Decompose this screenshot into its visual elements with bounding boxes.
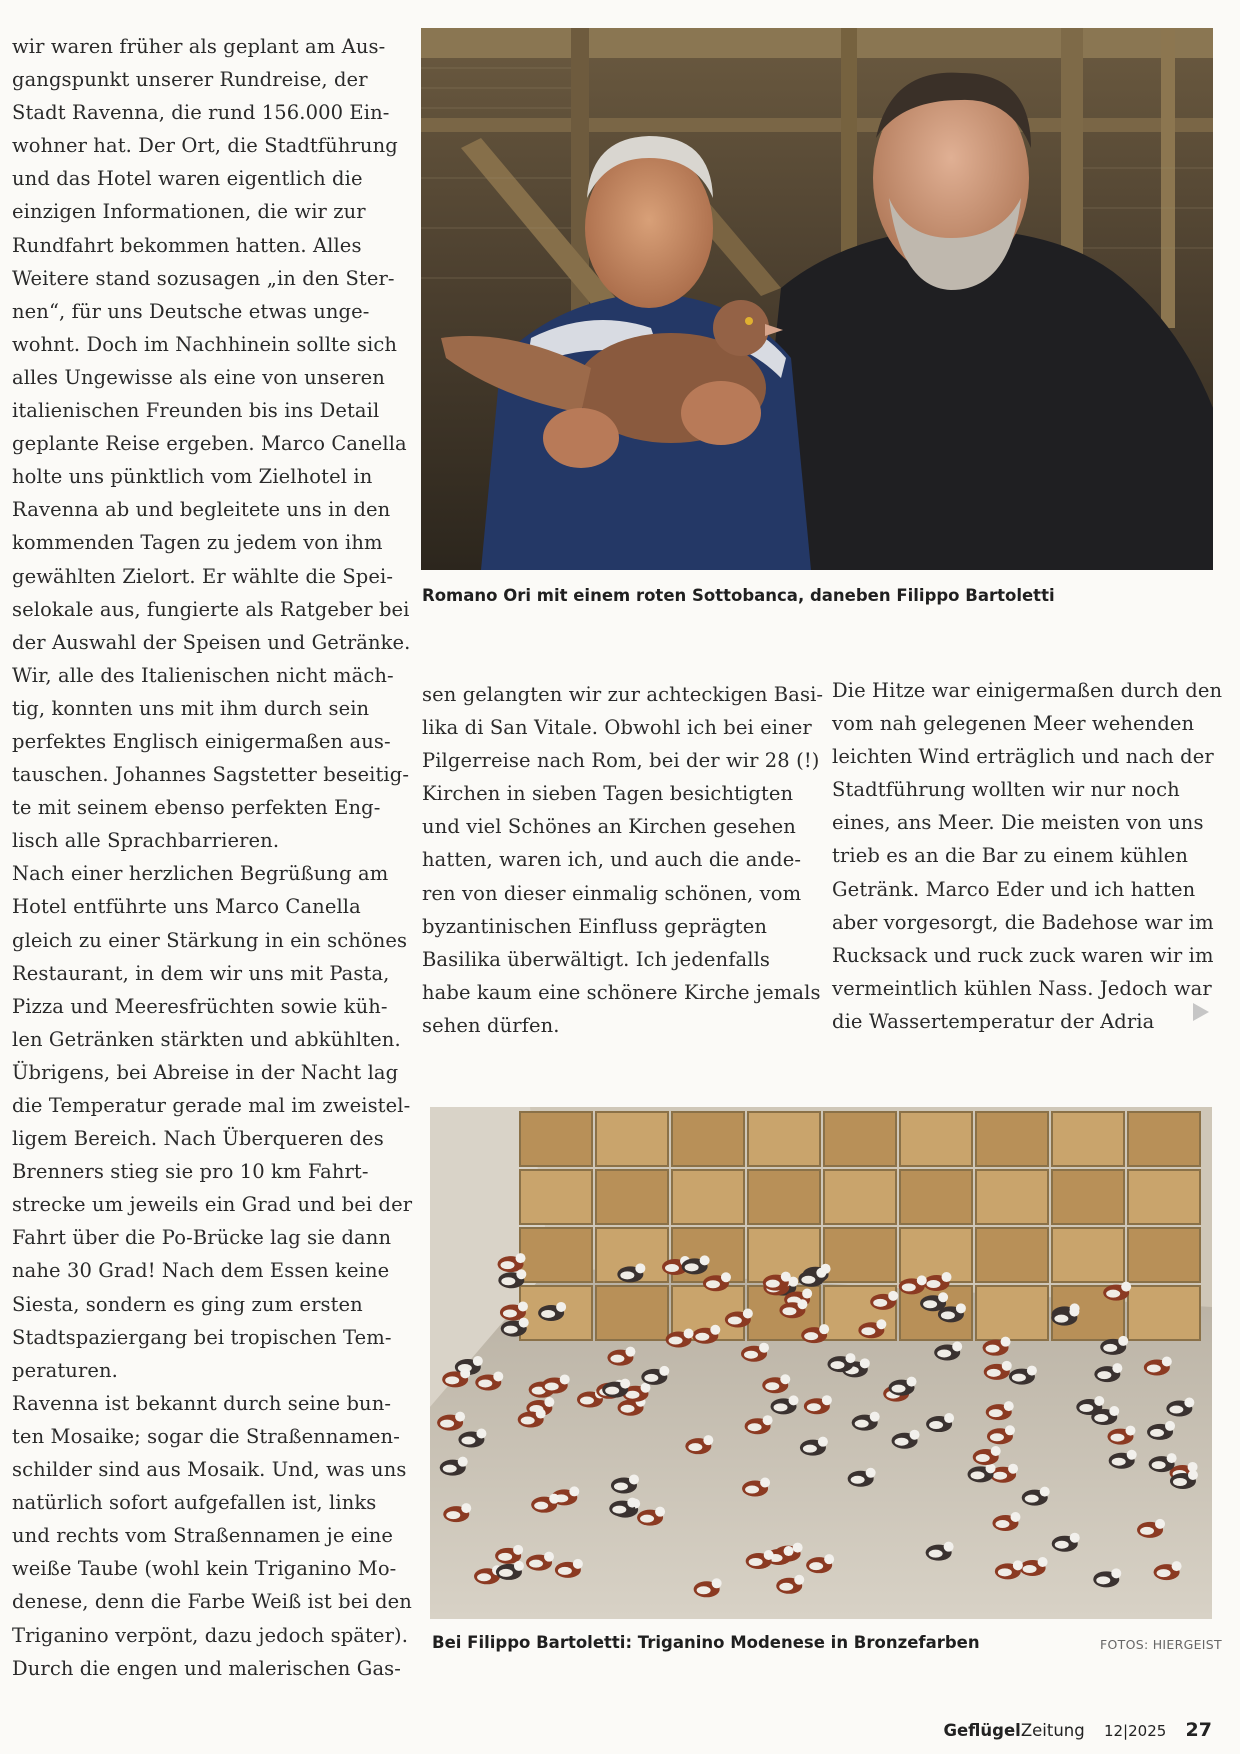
text-line: gleich zu einer Stärkung in ein schönes <box>12 928 408 952</box>
text-line: sen gelangten wir zur achteckigen Basi- <box>422 683 824 706</box>
text-line: trieb es an die Bar zu einem kühlen <box>832 844 1189 868</box>
text-line: kommenden Tagen zu jedem von ihm <box>12 531 383 555</box>
text-line: der Auswahl der Speisen und Getränke. <box>12 630 411 654</box>
text-line: alles Ungewisse als eine von unseren <box>12 365 385 389</box>
text-line: len Getränken stärkten und abkühlten. <box>12 1027 401 1051</box>
text-line: wir waren früher als geplant am Aus- <box>12 35 386 58</box>
text-line: selokale aus, fungierte als Ratgeber bei <box>12 597 410 621</box>
text-line: wohnt. Doch im Nachhinein sollte sich <box>12 332 398 356</box>
text-line: byzantinischen Einfluss geprägten <box>422 914 768 938</box>
nest-box <box>672 1228 744 1282</box>
nest-box <box>1128 1112 1200 1166</box>
text-line: Siesta, sondern es ging zum ersten <box>12 1292 363 1316</box>
text-line: Nach einer herzlichen Begrüßung am <box>12 862 389 886</box>
text-line: holte uns pünktlich vom Zielhotel in <box>12 465 373 489</box>
text-line: einzigen Informationen, die wir zur <box>12 200 366 224</box>
text-line: strecke um jeweils ein Grad und bei der <box>12 1193 413 1217</box>
text-line: leichten Wind erträglich und nach der <box>832 745 1214 769</box>
text-line: lisch alle Sprachbarrieren. <box>12 829 280 853</box>
text-line: ligem Bereich. Nach Überqueren des <box>12 1127 384 1151</box>
nest-box <box>976 1112 1048 1166</box>
text-line: nahe 30 Grad! Nach dem Essen keine <box>12 1259 390 1283</box>
photo-caption-2: Bei Filippo Bartoletti: Triganino Modenese in Bronzefarben <box>432 1633 980 1652</box>
text-line: Ravenna ist bekannt durch seine bun- <box>12 1391 392 1415</box>
text-line: habe kaum eine schönere Kirche jemals <box>422 980 821 1004</box>
text-line: vom nah gelegenen Meer wehenden <box>832 712 1195 736</box>
nest-box <box>976 1228 1048 1282</box>
page-number: 27 <box>1185 1719 1212 1741</box>
text-line: Triganino verpönt, dazu jedoch später). <box>12 1623 409 1647</box>
nest-box <box>520 1112 592 1166</box>
text-line: sehen dürfen. <box>422 1013 560 1037</box>
nest-box <box>1052 1112 1124 1166</box>
text-line: Pilgerreise nach Rom, bei der wir 28 (!) <box>422 749 820 773</box>
text-line: Kirchen in sieben Tagen besichtigten <box>422 782 794 806</box>
text-column-3 <box>832 674 1222 1038</box>
text-line: ren von dieser einmalig schönen, vom <box>422 881 802 905</box>
text-line: wohner hat. Der Ort, die Stadtführung <box>12 134 398 158</box>
text-column-2 <box>422 678 824 1042</box>
text-line: und das Hotel waren eigentlich die <box>12 167 363 191</box>
text-line: Stadt Ravenna, die rund 156.000 Ein- <box>12 101 390 125</box>
text-line: aber vorgesorgt, die Badehose war im <box>832 910 1214 934</box>
nest-box <box>1128 1228 1200 1282</box>
text-line: und viel Schönes an Kirchen gesehen <box>422 815 796 839</box>
photo-men-with-pigeon-graphic <box>421 28 1213 570</box>
nest-box <box>596 1170 668 1224</box>
nest-box <box>1052 1228 1124 1282</box>
nest-box <box>520 1228 592 1282</box>
nest-box <box>976 1170 1048 1224</box>
nest-box <box>900 1170 972 1224</box>
magazine-name-part1: Geflügel <box>943 1721 1021 1740</box>
text-line: Übrigens, bei Abreise in der Nacht lag <box>12 1060 399 1084</box>
page-footer <box>943 1719 1212 1741</box>
nest-box <box>748 1170 820 1224</box>
text-line: Pizza und Meeresfrüchten sowie küh- <box>12 994 388 1018</box>
text-line: Stadtspaziergang bei tropischen Tem- <box>12 1325 392 1349</box>
text-line: vermeintlich kühlen Nass. Jedoch war <box>832 976 1212 1000</box>
text-line: denese, denn die Farbe Weiß ist bei den <box>12 1590 412 1614</box>
text-line: tig, konnten uns mit ihm durch sein <box>12 696 370 720</box>
text-line: Basilika überwältigt. Ich jedenfalls <box>422 947 771 971</box>
nest-box <box>824 1112 896 1166</box>
text-line: lika di San Vitale. Obwohl ich bei einer <box>422 716 812 740</box>
text-line: Weitere stand sozusagen „in den Ster- <box>12 266 395 290</box>
photo-pigeon-loft <box>430 1107 1212 1619</box>
text-line: schilder sind aus Mosaik. Und, was uns <box>12 1458 407 1482</box>
text-line: Stadtführung wollten wir nur noch <box>832 778 1180 802</box>
nest-box <box>672 1112 744 1166</box>
nest-box <box>1052 1170 1124 1224</box>
text-line: Durch die engen und malerischen Gas- <box>12 1656 401 1680</box>
text-line: Ravenna ab und begleitete uns in den <box>12 498 391 522</box>
text-line: Hotel entführte uns Marco Canella <box>12 895 361 919</box>
text-line: Fahrt über die Po-Brücke lag sie dann <box>12 1226 392 1250</box>
text-line: geplante Reise ergeben. Marco Canella <box>12 432 407 456</box>
text-line: die Temperatur gerade mal im zweistel- <box>12 1094 411 1117</box>
nest-box <box>1128 1286 1200 1340</box>
issue-number: 12|2025 <box>1103 1722 1167 1740</box>
magazine-name-part2: Zeitung <box>1020 1721 1085 1740</box>
nest-box <box>900 1228 972 1282</box>
text-line: ten Mosaike; sogar die Straßennamen- <box>12 1424 400 1448</box>
text-line: gangspunkt unserer Rundreise, der <box>12 68 368 92</box>
text-line: eines, ans Meer. Die meisten von uns <box>832 811 1204 835</box>
nest-box <box>976 1286 1048 1340</box>
text-line: tauschen. Johannes Sagstetter beseitig- <box>12 763 410 787</box>
text-line: gewählten Zielort. Er wählte die Spei- <box>12 564 394 588</box>
nest-box <box>1128 1170 1200 1224</box>
text-line: weiße Taube (wohl kein Triganino Mo- <box>12 1557 397 1581</box>
text-line: Rundfahrt bekommen hatten. Alles <box>12 233 362 257</box>
text-line: Wir, alle des Italienischen nicht mäch- <box>12 663 394 687</box>
nest-box <box>596 1112 668 1166</box>
text-column-1 <box>12 30 413 1685</box>
nest-box <box>596 1286 668 1340</box>
text-line: italienischen Freunden bis ins Detail <box>12 399 380 423</box>
text-line: te mit seinem ebenso perfekten Eng- <box>12 796 381 820</box>
photo-men-with-pigeon <box>421 28 1213 570</box>
text-line: Rucksack und ruck zuck waren wir im <box>832 943 1214 967</box>
text-line: perfektes Englisch einigermaßen aus- <box>12 729 391 753</box>
nest-box <box>672 1170 744 1224</box>
nest-box <box>900 1112 972 1166</box>
continue-arrow-icon <box>1193 1003 1209 1021</box>
text-line: peraturen. <box>12 1358 118 1382</box>
text-line: Brenners stieg sie pro 10 km Fahrt- <box>12 1160 369 1184</box>
nest-box <box>824 1170 896 1224</box>
nest-box <box>520 1170 592 1224</box>
nest-box <box>748 1112 820 1166</box>
photo-pigeon-loft-graphic <box>430 1107 1212 1619</box>
text-line: Restaurant, in dem wir uns mit Pasta, <box>12 961 390 985</box>
text-line: nen“, für uns Deutsche etwas unge- <box>12 299 370 323</box>
text-line: die Wassertemperatur der Adria <box>832 1009 1155 1033</box>
text-line: hatten, waren ich, und auch die ande- <box>422 848 802 872</box>
nest-box <box>824 1228 896 1282</box>
text-line: natürlich sofort aufgefallen ist, links <box>12 1491 377 1515</box>
photo-caption-1: Romano Ori mit einem roten Sottobanca, daneben Filippo Bartoletti <box>422 586 1055 605</box>
text-line: Die Hitze war einigermaßen durch den <box>832 679 1223 702</box>
text-line: Getränk. Marco Eder und ich hatten <box>832 877 1196 901</box>
text-line: und rechts vom Straßennamen je eine <box>12 1524 394 1548</box>
photo-credit: FOTOS: HIERGEIST <box>1100 1637 1222 1652</box>
